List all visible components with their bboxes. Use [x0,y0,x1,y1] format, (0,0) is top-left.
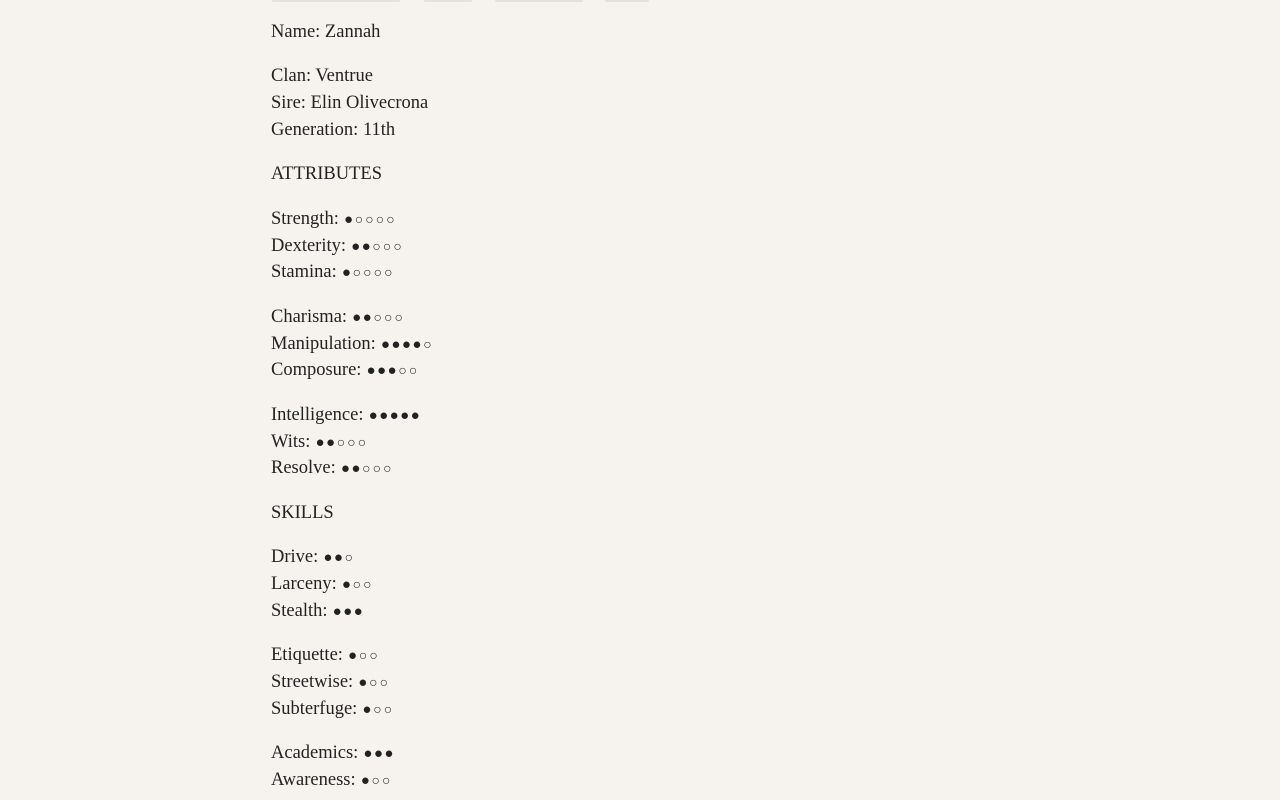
attribute-row-manipulation [271,331,971,358]
empty-dot-icon: ○ [373,702,383,718]
skill-rating-dots [363,743,395,763]
skill-row-awareness [271,767,971,794]
skill-row-academics [271,740,971,767]
filled-dot-icon: ● [343,211,354,228]
attribute-rating-dots [380,334,433,354]
top-divider [0,0,1280,3]
character-generation: Generation: 11th [271,119,396,140]
filled-dot-icon: ● [333,550,344,567]
filled-dot-icon: ● [343,603,353,620]
empty-dot-icon: ○ [362,462,372,478]
filled-dot-icon: ● [340,461,351,478]
attribute-label: Manipulation: [271,333,381,354]
skill-rating-dots [332,601,364,621]
skill-rating-dots [362,699,394,719]
filled-dot-icon: ● [363,746,373,763]
attribute-label: Wits: [271,431,315,452]
empty-dot-icon: ○ [386,212,396,228]
attribute-row-stamina [271,259,971,286]
filled-dot-icon: ● [323,550,333,567]
skill-rating-dots [341,574,373,594]
filled-dot-icon: ● [352,309,362,326]
empty-dot-icon: ○ [398,364,408,380]
character-name: Name: Zannah [271,22,381,42]
filled-dot-icon: ● [412,336,422,353]
skill-label: Awareness: [271,769,361,790]
skill-label: Stealth: [271,600,333,621]
empty-dot-icon: ○ [373,310,383,326]
empty-dot-icon: ○ [423,337,433,353]
empty-dot-icon: ○ [393,239,403,255]
empty-dot-icon: ○ [357,435,367,451]
attribute-rating-dots [368,405,421,425]
skill-row-streetwise [271,669,971,696]
filled-dot-icon: ● [362,701,372,718]
skills-heading: SKILLS [271,502,334,523]
filled-dot-icon: ● [401,336,412,353]
empty-dot-icon: ○ [394,310,404,326]
filled-dot-icon: ● [315,434,325,451]
empty-dot-icon: ○ [373,266,383,282]
attribute-row-composure [271,357,971,384]
skill-label: Streetwise: [271,671,358,692]
empty-dot-icon: ○ [369,649,379,665]
filled-dot-icon: ● [387,363,398,380]
attribute-row-resolve [271,455,971,482]
filled-dot-icon: ● [377,363,387,380]
skill-row-larceny [271,571,971,598]
filled-dot-icon: ● [380,336,391,353]
filled-dot-icon: ● [353,603,364,620]
empty-dot-icon: ○ [384,266,394,282]
empty-dot-icon: ○ [354,212,364,228]
filled-dot-icon: ● [410,407,421,424]
character-clan: Clan: Ventrue [271,66,373,87]
empty-dot-icon: ○ [352,577,362,593]
empty-dot-icon: ○ [347,435,357,451]
attributes-heading: ATTRIBUTES [271,164,382,185]
empty-dot-icon: ○ [365,212,375,228]
attributes-list [271,206,971,500]
empty-dot-icon: ○ [336,435,346,451]
attribute-label: Resolve: [271,458,341,479]
filled-dot-icon: ● [391,336,401,353]
filled-dot-icon: ● [351,461,361,478]
filled-dot-icon: ● [379,407,389,424]
filled-dot-icon: ● [325,434,336,451]
attribute-row-wits [271,429,971,456]
character-sheet [271,19,971,800]
filled-dot-icon: ● [341,576,352,593]
attribute-label: Strength: [271,208,344,229]
filled-dot-icon: ● [373,746,384,763]
filled-dot-icon: ● [384,746,394,763]
attribute-label: Stamina: [271,262,342,283]
skill-rating-dots [358,672,390,692]
skill-row-stealth [271,598,971,625]
empty-dot-icon: ○ [375,212,385,228]
filled-dot-icon: ● [358,674,368,691]
empty-dot-icon: ○ [383,702,393,718]
filled-dot-icon: ● [362,309,373,326]
attribute-rating-dots [366,360,419,380]
filled-dot-icon: ● [341,265,352,282]
attribute-label: Charisma: [271,306,352,327]
empty-dot-icon: ○ [379,675,389,691]
skill-row-subterfuge [271,696,971,723]
empty-dot-icon: ○ [382,239,392,255]
empty-dot-icon: ○ [344,551,354,567]
empty-dot-icon: ○ [363,577,373,593]
filled-dot-icon: ● [366,363,377,380]
attribute-row-dexterity [271,233,971,260]
empty-dot-icon: ○ [372,462,382,478]
skill-rating-dots [360,770,392,790]
filled-dot-icon: ● [360,772,371,789]
attribute-row-intelligence [271,402,971,429]
attribute-rating-dots [315,432,368,452]
attribute-label: Composure: [271,360,367,381]
filled-dot-icon: ● [332,603,343,620]
empty-dot-icon: ○ [383,462,393,478]
empty-dot-icon: ○ [358,649,368,665]
skill-label: Larceny: [271,573,342,594]
skill-rating-dots [348,645,380,665]
filled-dot-icon: ● [368,407,379,424]
skill-label: Etiquette: [271,645,348,666]
empty-dot-icon: ○ [372,239,382,255]
character-sire: Sire: Elin Olivecrona [271,93,429,114]
attribute-rating-dots [352,307,405,327]
attribute-row-charisma [271,304,971,331]
attribute-rating-dots [351,236,404,256]
skill-row-etiquette [271,642,971,669]
empty-dot-icon: ○ [352,266,362,282]
empty-dot-icon: ○ [383,310,393,326]
filled-dot-icon: ● [361,238,372,255]
empty-dot-icon: ○ [369,675,379,691]
filled-dot-icon: ● [389,407,400,424]
filled-dot-icon: ● [400,407,410,424]
skill-label: Subterfuge: [271,698,362,719]
skill-rating-dots [323,547,355,567]
empty-dot-icon: ○ [363,266,373,282]
skill-label: Academics: [271,743,363,764]
filled-dot-icon: ● [348,648,358,665]
attribute-label: Intelligence: [271,404,369,425]
skill-row-drive [271,544,971,571]
filled-dot-icon: ● [351,238,361,255]
empty-dot-icon: ○ [371,773,381,789]
attribute-rating-dots [343,209,396,229]
attribute-row-strength [271,206,971,233]
attribute-label: Dexterity: [271,235,351,256]
skills-list [271,544,971,800]
skill-label: Drive: [271,547,323,568]
attribute-rating-dots [340,458,393,478]
attribute-rating-dots [341,262,394,282]
empty-dot-icon: ○ [382,773,391,789]
empty-dot-icon: ○ [408,364,418,380]
